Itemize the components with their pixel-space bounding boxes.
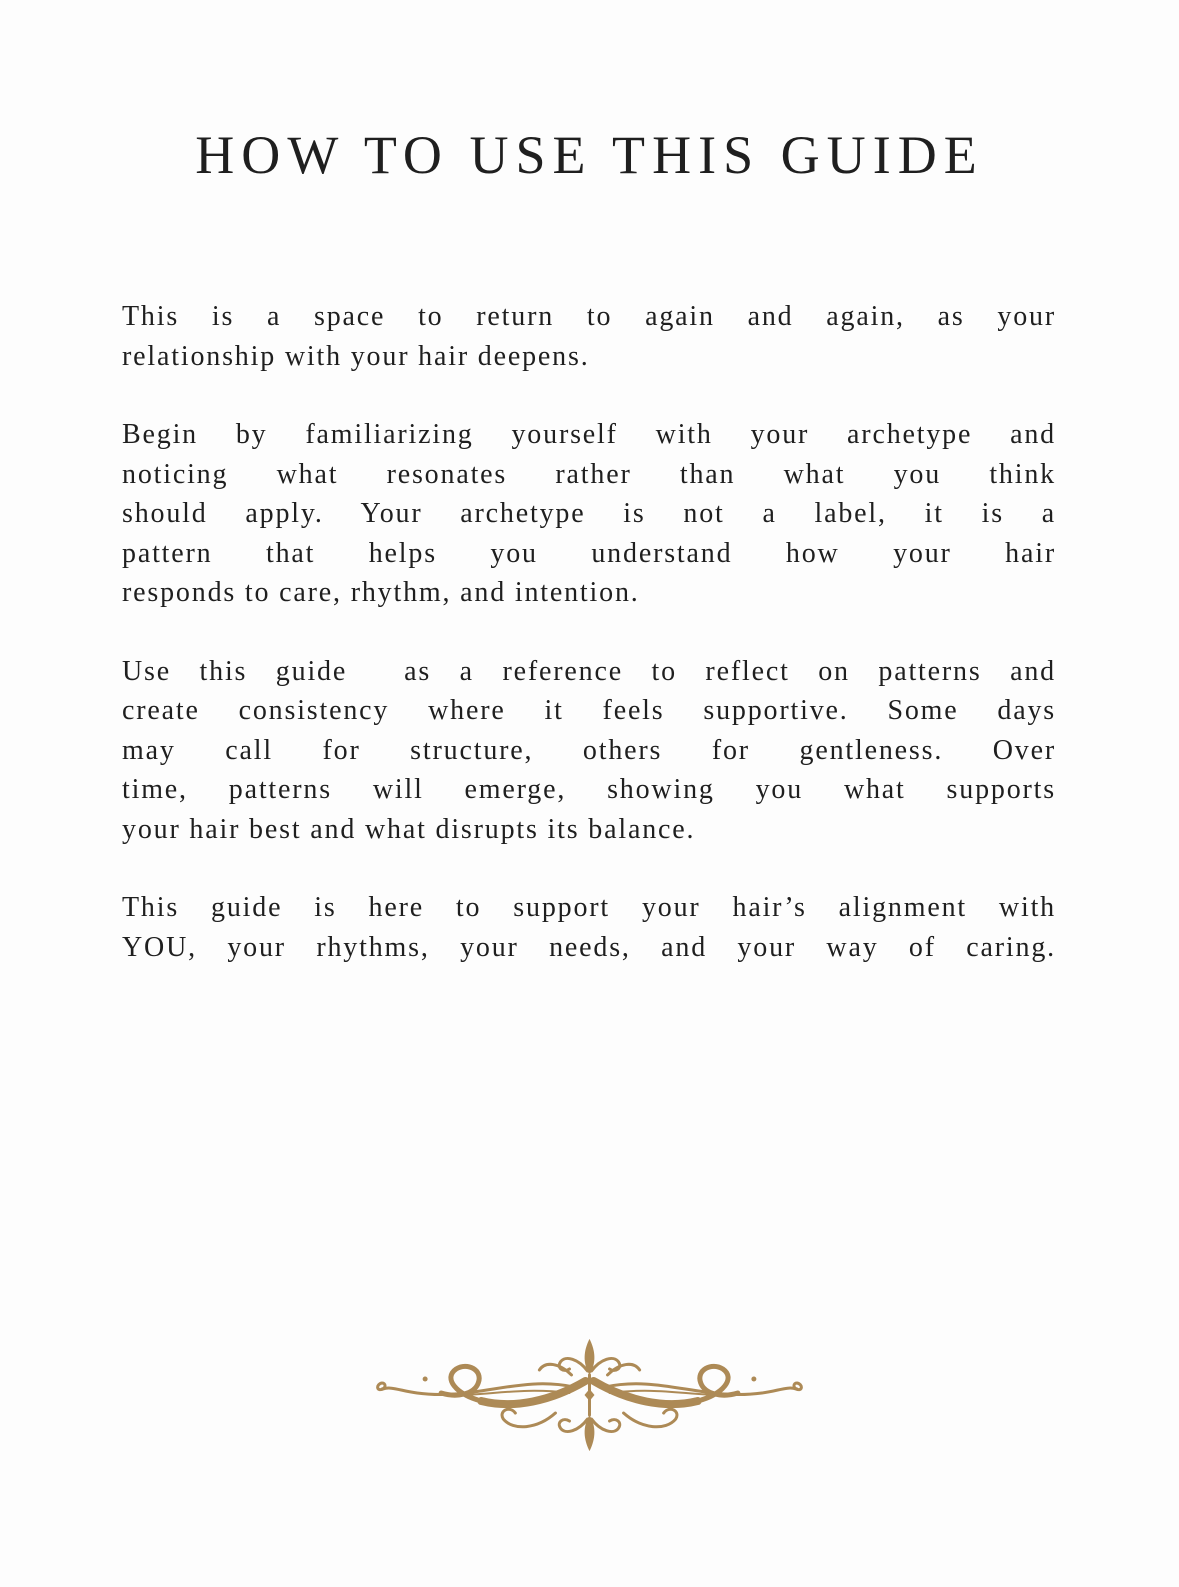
paragraph-line: relationship with your hair deepens. xyxy=(122,340,590,372)
paragraph-line: create consistency where it feels supportive. Some days xyxy=(122,695,1056,726)
flourish-divider xyxy=(369,1336,810,1454)
body-text xyxy=(122,297,1056,967)
paragraph xyxy=(122,415,1056,613)
paragraph-line: should apply. Your archetype is not a label, it is a xyxy=(122,498,1056,529)
paragraph-line: This is a space to return to again and again, as your xyxy=(122,301,1056,332)
paragraph-line: responds to care, rhythm, and intention. xyxy=(122,577,640,608)
paragraph-line: YOU, your rhythms, your needs, and your way of caring. xyxy=(122,931,1056,963)
paragraph-line: Use this guide as a reference to reflect on patterns and xyxy=(122,655,1056,687)
paragraph xyxy=(122,297,1056,376)
paragraph-line: your hair best and what disrupts its balance. xyxy=(122,813,696,845)
paragraph-line: This guide is here to support your hair’s alignment with xyxy=(122,892,1056,923)
paragraph-line: pattern that helps you understand how your hair xyxy=(122,537,1056,569)
page-title: HOW TO USE THIS GUIDE xyxy=(195,125,984,185)
paragraph-line: may call for structure, others for gentleness. Over xyxy=(122,734,1056,766)
flourish-icon xyxy=(369,1336,810,1454)
paragraph xyxy=(122,888,1056,967)
paragraph xyxy=(122,652,1056,850)
paragraph-line: noticing what resonates rather than what you think xyxy=(122,458,1056,490)
paragraph-line: time, patterns will emerge, showing you what supports xyxy=(122,774,1056,805)
paragraph-line: Begin by familiarizing yourself with your archetype and xyxy=(122,419,1056,450)
